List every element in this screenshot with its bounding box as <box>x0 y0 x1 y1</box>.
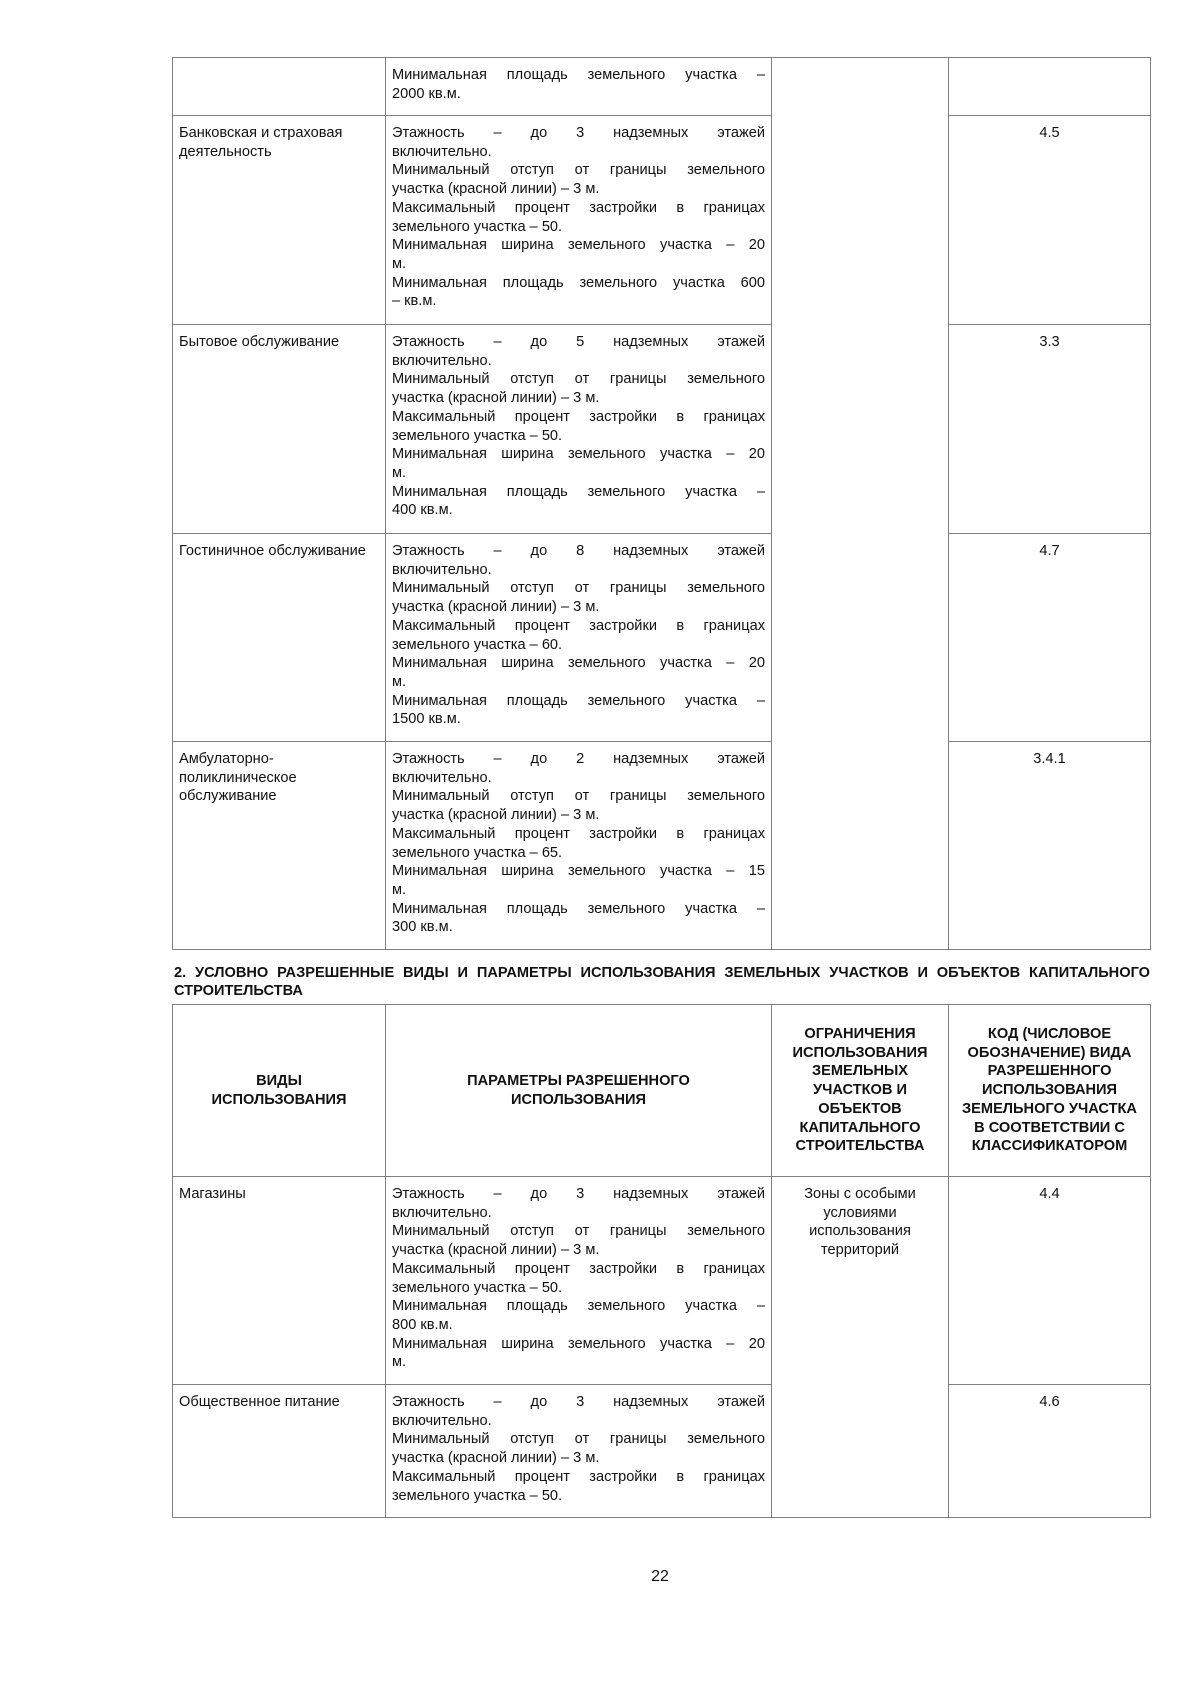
use-type-cell: Гостиничное обслуживание <box>173 534 386 742</box>
use-type-cell: Бытовое обслуживание <box>173 325 386 534</box>
parameter-line: Максимальный процент застройки в границах <box>392 825 765 842</box>
classifier-code-cell: 3.3 <box>949 325 1151 534</box>
parameter-line: земельного участка – 50. <box>392 1279 563 1296</box>
parameter-line: м. <box>392 464 407 481</box>
parameter-line: включительно. <box>392 1204 492 1221</box>
parameters-cell <box>386 58 772 116</box>
table-row <box>173 58 1151 116</box>
parameter-line: Этажность – до 3 надземных этажей <box>392 125 765 141</box>
classifier-code-cell <box>949 58 1151 116</box>
restrictions-cell: Зоны с особыми условиями использования территорий <box>772 1177 949 1518</box>
parameter-line: Минимальный отступ от границы земельного <box>392 1431 765 1448</box>
parameter-line: включительно. <box>392 561 492 578</box>
parameter-line: земельного участка – 50. <box>392 218 563 235</box>
header-use-types: ВИДЫ ИСПОЛЬЗОВАНИЯ <box>173 1005 386 1177</box>
parameter-line: Этажность – до 2 надземных этажей <box>392 751 765 767</box>
classifier-code-cell: 3.4.1 <box>949 742 1151 950</box>
use-type-cell: Амбулаторно-поликлиническое обслуживание <box>173 742 386 950</box>
page-number: 22 <box>651 1568 669 1585</box>
table-row <box>173 534 1151 742</box>
parameter-line: Минимальная площадь земельного участка – <box>392 692 765 709</box>
use-type-cell: Банковская и страховая деятельность <box>173 116 386 325</box>
parameter-line: м. <box>392 673 407 690</box>
parameter-line: Минимальная площадь земельного участка 600 <box>392 274 765 291</box>
table-row <box>173 742 1151 950</box>
parameter-line: включительно. <box>392 1412 492 1429</box>
header-classifier-code: КОД (ЧИСЛОВОЕ ОБОЗНАЧЕНИЕ) ВИДА РАЗРЕШЕННОГО ИСПОЛЬЗОВАНИЯ ЗЕМЕЛЬНОГО УЧАСТКА В СООТВЕТСТВИИ С КЛАССИФИКАТОРОМ <box>949 1005 1151 1177</box>
parameter-line: м. <box>392 881 407 898</box>
table-header-row <box>173 1005 1151 1177</box>
parameter-line: м. <box>392 1354 407 1371</box>
use-type-cell <box>173 58 386 116</box>
parameter-line: участка (красной линии) – 3 м. <box>392 181 600 198</box>
parameters-cell <box>386 325 772 534</box>
parameter-line: Этажность – до 8 надземных этажей <box>392 543 765 559</box>
parameter-line: Минимальный отступ от границы земельного <box>392 788 765 805</box>
parameter-line: Максимальный процент застройки в границах <box>392 408 765 425</box>
parameter-line: участка (красной линии) – 3 м. <box>392 390 600 407</box>
classifier-code-cell: 4.5 <box>949 116 1151 325</box>
restrictions-cell <box>772 58 949 950</box>
parameter-line: Максимальный процент застройки в границах <box>392 1260 765 1277</box>
parameter-line: участка (красной линии) – 3 м. <box>392 1242 600 1259</box>
use-type-cell: Магазины <box>173 1177 386 1385</box>
parameter-line: включительно. <box>392 769 492 786</box>
parameter-line: Минимальная ширина земельного участка – 20 <box>392 237 765 254</box>
parameter-line: земельного участка – 50. <box>392 427 563 444</box>
parameter-line: Минимальная ширина земельного участка – 20 <box>392 1335 765 1352</box>
classifier-code-cell: 4.7 <box>949 534 1151 742</box>
parameter-line: 2000 кв.м. <box>392 85 461 102</box>
parameter-line: Максимальный процент застройки в границах <box>392 1468 765 1485</box>
parameter-line: земельного участка – 50. <box>392 1487 563 1504</box>
parameter-line: м. <box>392 255 407 272</box>
parameters-cell <box>386 534 772 742</box>
parameter-line: Максимальный процент застройки в границах <box>392 199 765 216</box>
parameter-line: Минимальный отступ от границы земельного <box>392 162 765 179</box>
parameter-line: Минимальный отступ от границы земельного <box>392 1223 765 1240</box>
parameter-line: участка (красной линии) – 3 м. <box>392 599 600 616</box>
parameter-line: Минимальная площадь земельного участка – <box>392 67 765 83</box>
parameter-line: Этажность – до 3 надземных этажей <box>392 1186 765 1202</box>
parameter-line: участка (красной линии) – 3 м. <box>392 1450 600 1467</box>
table-row <box>173 325 1151 534</box>
parameter-line: Минимальная ширина земельного участка – 15 <box>392 863 765 880</box>
classifier-code-cell: 4.4 <box>949 1177 1151 1385</box>
parameters-cell <box>386 1177 772 1385</box>
table-row <box>173 1385 1151 1518</box>
header-restrictions: ОГРАНИЧЕНИЯ ИСПОЛЬЗОВАНИЯ ЗЕМЕЛЬНЫХ УЧАСТКОВ И ОБЪЕКТОВ КАПИТАЛЬНОГО СТРОИТЕЛЬСТВА <box>772 1005 949 1177</box>
conditional-uses-table <box>172 1004 1151 1518</box>
parameter-line: Минимальная площадь земельного участка – <box>392 1298 765 1315</box>
parameter-line: Минимальный отступ от границы земельного <box>392 580 765 597</box>
parameter-line: Минимальная ширина земельного участка – 20 <box>392 446 765 463</box>
parameter-line: Минимальный отступ от границы земельного <box>392 371 765 388</box>
parameter-line: Минимальная площадь земельного участка – <box>392 900 765 917</box>
parameter-line: 300 кв.м. <box>392 919 453 936</box>
parameter-line: земельного участка – 65. <box>392 844 563 861</box>
parameters-cell <box>386 116 772 325</box>
classifier-code-cell: 4.6 <box>949 1385 1151 1518</box>
parameter-line: Этажность – до 5 надземных этажей <box>392 334 765 350</box>
parameter-line: 1500 кв.м. <box>392 711 461 728</box>
parameter-line: включительно. <box>392 143 492 160</box>
header-parameters: ПАРАМЕТРЫ РАЗРЕШЕННОГО ИСПОЛЬЗОВАНИЯ <box>386 1005 772 1177</box>
section-heading: 2. УСЛОВНО РАЗРЕШЕННЫЕ ВИДЫ И ПАРАМЕТРЫ ИСПОЛЬЗОВАНИЯ ЗЕМЕЛЬНЫХ УЧАСТКОВ И ОБЪЕКТОВ КАПИТАЛЬНОГО СТРОИТЕЛЬСТВА <box>174 965 1150 999</box>
table-row <box>173 1177 1151 1385</box>
parameter-line: 400 кв.м. <box>392 502 453 519</box>
parameter-line: земельного участка – 60. <box>392 636 563 653</box>
permitted-uses-table-continued <box>172 57 1151 950</box>
parameter-line: Максимальный процент застройки в границах <box>392 617 765 634</box>
parameters-cell <box>386 742 772 950</box>
table-row <box>173 116 1151 325</box>
parameters-cell <box>386 1385 772 1518</box>
parameter-line: 800 кв.м. <box>392 1316 453 1333</box>
use-type-cell: Общественное питание <box>173 1385 386 1518</box>
parameter-line: Минимальная ширина земельного участка – 20 <box>392 655 765 672</box>
parameter-line: Минимальная площадь земельного участка – <box>392 483 765 500</box>
parameter-line: – кв.м. <box>392 293 437 310</box>
parameter-line: участка (красной линии) – 3 м. <box>392 807 600 824</box>
parameter-line: включительно. <box>392 352 492 369</box>
parameter-line: Этажность – до 3 надземных этажей <box>392 1394 765 1410</box>
